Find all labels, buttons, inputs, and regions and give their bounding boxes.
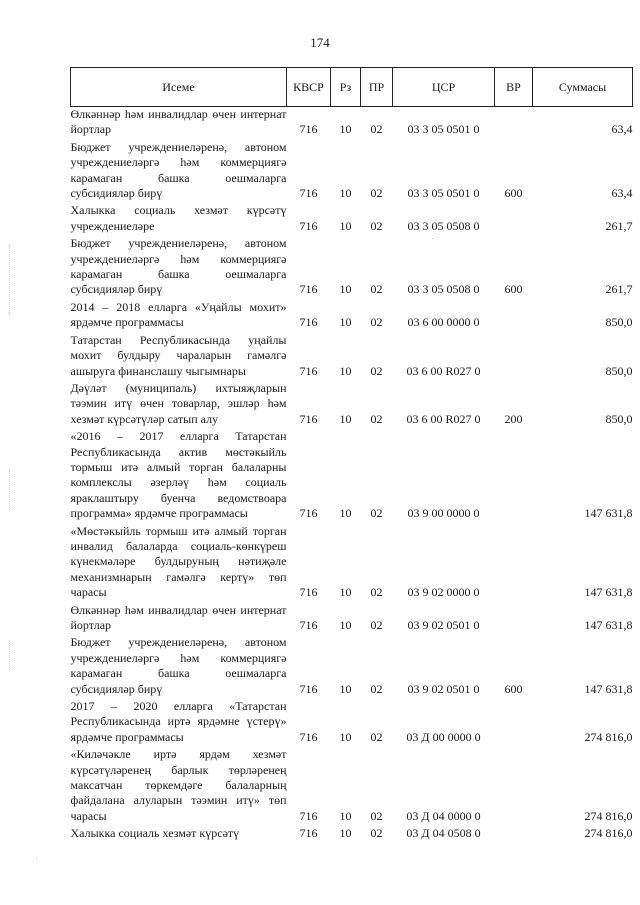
row-csr: 03 3 05 0508 0 bbox=[407, 282, 480, 297]
row-rz: 10 bbox=[339, 411, 352, 426]
table-row bbox=[71, 429, 633, 523]
row-sum: 147 631,8 bbox=[584, 618, 633, 632]
column-header-rz: Рз bbox=[331, 68, 361, 107]
row-sum: 850,0 bbox=[605, 315, 633, 330]
row-name: 2014 – 2018 елларга «Уңайлы мохит» ярдәмче программасы bbox=[70, 299, 287, 330]
row-pr: 02 bbox=[370, 218, 383, 233]
row-vr: 600 bbox=[504, 681, 523, 696]
row-rz: 10 bbox=[339, 122, 352, 137]
row-kvsr: 716 bbox=[299, 826, 318, 841]
column-header-name: Исеме bbox=[71, 68, 287, 107]
row-vr bbox=[495, 826, 533, 843]
row-rz: 10 bbox=[339, 363, 352, 378]
row-name: Өлкәннәр һәм инвалидлар өчен интернат йортлар bbox=[70, 107, 287, 137]
row-name: Дәүләт (муниципаль) ихтыяҗларын тәэмин итү өчен товарлар, эшләр һәм хезмәт күрсәтүләр сатып алу bbox=[70, 380, 287, 426]
table-row bbox=[71, 603, 633, 636]
row-sum: 274 816,0 bbox=[584, 826, 633, 841]
page-number: 174 bbox=[310, 35, 330, 50]
row-sum: 850,0 bbox=[605, 411, 633, 426]
row-rz: 10 bbox=[339, 315, 352, 330]
row-kvsr: 716 bbox=[299, 585, 318, 600]
row-kvsr: 716 bbox=[299, 681, 318, 696]
scan-speck bbox=[432, 238, 433, 239]
table-row bbox=[71, 524, 633, 603]
row-vr bbox=[495, 107, 533, 140]
row-vr: 600 bbox=[504, 186, 523, 201]
row-sum: 147 631,8 bbox=[584, 506, 633, 521]
row-sum: 274 816,0 bbox=[584, 729, 633, 744]
row-csr: 03 3 05 0508 0 bbox=[407, 218, 480, 233]
row-kvsr: 716 bbox=[299, 186, 318, 201]
table-row bbox=[71, 699, 633, 747]
row-pr: 02 bbox=[370, 585, 383, 600]
row-vr bbox=[495, 524, 533, 603]
row-rz: 10 bbox=[339, 218, 352, 233]
row-csr: 03 Д 00 0000 0 bbox=[406, 729, 481, 744]
table-header-row bbox=[71, 68, 633, 107]
row-pr: 02 bbox=[370, 122, 383, 137]
row-sum: 261,7 bbox=[605, 282, 633, 297]
row-rz: 10 bbox=[339, 618, 352, 632]
row-pr: 02 bbox=[370, 282, 383, 297]
row-rz: 10 bbox=[339, 186, 352, 201]
row-sum: 261,7 bbox=[605, 218, 633, 233]
row-sum: 147 631,8 bbox=[584, 585, 633, 600]
row-pr: 02 bbox=[370, 729, 383, 744]
row-sum: 274 816,0 bbox=[584, 808, 633, 823]
row-kvsr: 716 bbox=[299, 363, 318, 378]
row-kvsr: 716 bbox=[299, 729, 318, 744]
row-name: Халыкка социаль хезмәт күрсәтү учреждениеләре bbox=[70, 203, 287, 233]
row-sum: 63,4 bbox=[611, 186, 633, 201]
row-kvsr: 716 bbox=[299, 808, 318, 823]
budget-table bbox=[70, 67, 633, 844]
table-row bbox=[71, 333, 633, 381]
row-pr: 02 bbox=[370, 363, 383, 378]
table-row bbox=[71, 140, 633, 204]
row-name: «Мөстәкыйль тормыш итә алмый торган инвалид балаларда социаль-көнкүреш күнекмәләре булдыруның нәтиҗәле механизмнарын гамәлгә кертү» төп чарасы bbox=[70, 523, 287, 600]
row-vr bbox=[495, 203, 533, 236]
row-pr: 02 bbox=[370, 411, 383, 426]
row-kvsr: 716 bbox=[299, 315, 318, 330]
row-vr: 600 bbox=[504, 282, 523, 297]
row-name: «2016 – 2017 елларга Татарстан Республикасында актив мөстәкыйль тормыш итә алмый торган балаларны комплекслы әзерләү һәм социаль яраклаштыру буенча ведомствоара программа» ярдәмче программасы bbox=[70, 429, 287, 521]
table-row bbox=[71, 203, 633, 236]
row-rz: 10 bbox=[339, 506, 352, 521]
row-vr bbox=[495, 300, 533, 333]
table-row bbox=[71, 747, 633, 826]
table-row bbox=[71, 826, 633, 843]
row-name: Татарстан Республикасында уңайлы мохит булдыру чараларын гамәлгә ашыруга финанслашу чыгымнары bbox=[70, 332, 287, 378]
table-row bbox=[71, 635, 633, 699]
row-csr: 03 6 00 R027 0 bbox=[406, 363, 481, 378]
row-vr bbox=[495, 429, 533, 523]
row-csr: 03 Д 04 0508 0 bbox=[406, 826, 481, 841]
table-row bbox=[71, 381, 633, 429]
column-header-vr: ВР bbox=[495, 68, 533, 107]
row-rz: 10 bbox=[339, 826, 352, 841]
row-rz: 10 bbox=[339, 729, 352, 744]
row-rz: 10 bbox=[339, 282, 352, 297]
row-name: Өлкәннәр һәм инвалидлар өчен интернат йортлар bbox=[70, 602, 287, 632]
row-csr: 03 9 02 0501 0 bbox=[407, 681, 480, 696]
row-kvsr: 716 bbox=[299, 618, 318, 632]
row-pr: 02 bbox=[370, 681, 383, 696]
row-vr bbox=[495, 699, 533, 747]
row-csr: 03 3 05 0501 0 bbox=[407, 186, 480, 201]
row-pr: 02 bbox=[370, 618, 383, 632]
column-header-csr: ЦСР bbox=[393, 68, 495, 107]
scan-margin-mark bbox=[9, 245, 10, 315]
table-body bbox=[71, 107, 633, 844]
scan-speck bbox=[36, 858, 37, 859]
row-csr: 03 Д 04 0000 0 bbox=[406, 808, 481, 823]
scan-margin-mark bbox=[9, 640, 10, 670]
row-name: Бюджет учреждениеләренә, автоном учреждениеләргә һәм коммерциягә карамаган башка оешмаларга субсидияләр бирү bbox=[70, 635, 287, 696]
row-csr: 03 6 00 R027 0 bbox=[406, 411, 481, 426]
row-kvsr: 716 bbox=[299, 506, 318, 521]
column-header-pr: ПР bbox=[361, 68, 393, 107]
row-kvsr: 716 bbox=[299, 411, 318, 426]
row-pr: 02 bbox=[370, 808, 383, 823]
column-header-kvsr: КВСР bbox=[287, 68, 331, 107]
row-name: 2017 – 2020 елларга «Татарстан Республикасында иртә ярдәмне үстерү» ярдәмче программасы bbox=[70, 699, 287, 744]
row-name: «Киләчәкле иртә ярдәм хезмәт күрсәтүләренең барлык төрләренең максатчан төркемдәге балаларның файдалана алуларын тәэмин итү» төп чарасы bbox=[70, 747, 287, 823]
row-kvsr: 716 bbox=[299, 282, 318, 297]
row-sum: 850,0 bbox=[605, 363, 633, 378]
row-vr bbox=[495, 603, 533, 636]
column-header-sum: Суммасы bbox=[533, 68, 633, 107]
row-csr: 03 9 02 0000 0 bbox=[407, 585, 480, 600]
row-vr bbox=[495, 333, 533, 381]
row-rz: 10 bbox=[339, 808, 352, 823]
table-row bbox=[71, 107, 633, 140]
row-rz: 10 bbox=[339, 585, 352, 600]
row-kvsr: 716 bbox=[299, 218, 318, 233]
row-name: Бюджет учреждениеләренә, автоном учреждениеләргә һәм коммерциягә карамаган башка оешмаларга субсидияләр бирү bbox=[70, 139, 287, 201]
row-pr: 02 bbox=[370, 826, 383, 841]
row-sum: 147 631,8 bbox=[584, 681, 633, 696]
row-csr: 03 9 00 0000 0 bbox=[407, 506, 480, 521]
row-name: Халыкка социаль хезмәт күрсәтү bbox=[70, 826, 240, 841]
row-csr: 03 3 05 0501 0 bbox=[407, 122, 480, 137]
table-row bbox=[71, 300, 633, 333]
row-csr: 03 9 02 0501 0 bbox=[407, 618, 480, 632]
row-name: Бюджет учреждениеләренә, автоном учреждениеләргә һәм коммерциягә карамаган башка оешмаларга субсидияләр бирү bbox=[70, 236, 287, 297]
row-pr: 02 bbox=[370, 315, 383, 330]
row-pr: 02 bbox=[370, 506, 383, 521]
row-kvsr: 716 bbox=[299, 122, 318, 137]
row-vr bbox=[495, 747, 533, 826]
row-pr: 02 bbox=[370, 186, 383, 201]
scan-margin-mark bbox=[9, 470, 10, 510]
row-sum: 63,4 bbox=[611, 122, 633, 137]
table-row bbox=[71, 236, 633, 300]
row-csr: 03 6 00 0000 0 bbox=[407, 315, 480, 330]
row-rz: 10 bbox=[339, 681, 352, 696]
row-vr: 200 bbox=[504, 411, 523, 426]
